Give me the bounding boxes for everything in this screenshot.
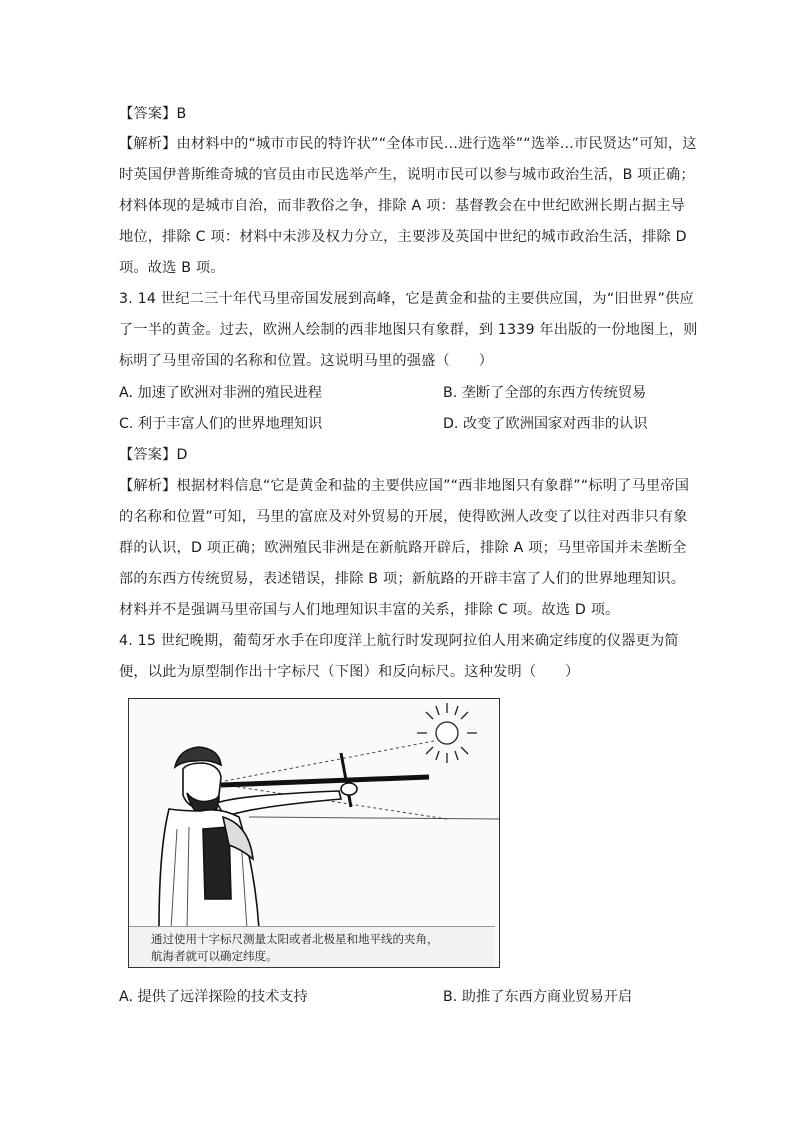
- figure-caption: 通过使用十字标尺测量太阳或者北极星和地平线的夹角，: [151, 932, 439, 946]
- question-3-stem: 标明了马里帝国的名称和位置。这说明马里的强盛（ ）: [119, 353, 494, 369]
- question-3-stem: 3. 14 世纪二三十年代马里帝国发展到高峰，它是黄金和盐的主要供应国，为“旧世界”供应: [119, 291, 694, 307]
- navigator-figure: [159, 747, 357, 929]
- analysis-line: 时英国伊普斯维奇城的官员由市民选举产生，说明市民可以参与城市政治生活，B 项正确；: [119, 167, 695, 183]
- analysis-line: 的名称和位置”可知，马里的富庶及对外贸易的开展，使得欧洲人改变了以往对西非只有象: [119, 509, 688, 525]
- cross-staff-rod: [221, 777, 429, 785]
- option-b: B. 助推了东西方商业贸易开启: [443, 989, 633, 1005]
- figure-caption-box: [129, 926, 495, 967]
- answer-label-q2: 【答案】B: [119, 106, 187, 122]
- answer-label-q3: 【答案】D: [119, 447, 188, 463]
- analysis-line: 地位，排除 C 项：材料中未涉及权力分立，主要涉及英国中世纪的城市政治生活，排除 D: [119, 229, 687, 245]
- analysis-line: 群的认识，D 项正确；欧洲殖民非洲是在新航路开辟后，排除 A 项；马里帝国并未垄断全: [119, 540, 687, 556]
- option-a: A. 提供了远洋探险的技术支持: [119, 989, 308, 1005]
- option-d: D. 改变了欧洲国家对西非的认识: [443, 416, 648, 432]
- option-c: C. 利于丰富人们的世界地理知识: [119, 416, 323, 432]
- analysis-line: 材料体现的是城市自治，而非教俗之争，排除 A 项：基督教会在中世纪欧洲长期占据主导: [119, 198, 686, 214]
- figure-caption: 航海者就可以确定纬度。: [151, 949, 278, 963]
- option-b: B. 垄断了全部的东西方传统贸易: [443, 385, 647, 401]
- sun-sight-line: [225, 741, 434, 781]
- cross-staff-figure: [128, 698, 500, 968]
- analysis-line: 部的东西方传统贸易，表述错误，排除 B 项；新航路的开辟丰富了人们的世界地理知识。: [119, 571, 686, 587]
- analysis-line: 项。故选 B 项。: [119, 260, 225, 276]
- analysis-line: 材料并不是强调马里帝国与人们地理知识丰富的关系，排除 C 项。故选 D 项。: [119, 602, 620, 618]
- analysis-line: 【解析】由材料中的“城市市民的特许状”“全体市民…进行选举”“选举…市民贤达”可知，这: [119, 136, 697, 152]
- question-4-stem: 便，以此为原型制作出十字标尺（下图）和反向标尺。这种发明（ ）: [119, 664, 580, 680]
- cross-staff-illustration: [129, 699, 500, 929]
- question-3-stem: 了一半的黄金。过去，欧洲人绘制的西非地图只有象群，到 1339 年出版的一份地图上，则: [119, 322, 698, 338]
- analysis-line: 【解析】根据材料信息“它是黄金和盐的主要供应国”“西非地图只有象群”“标明了马里帝国: [119, 478, 690, 494]
- option-a: A. 加速了欧洲对非洲的殖民进程: [119, 385, 322, 401]
- question-4-stem: 4. 15 世纪晚期，葡萄牙水手在印度洋上航行时发现阿拉伯人用来确定纬度的仪器更为简: [119, 633, 679, 649]
- sun-icon: [417, 703, 477, 763]
- horizon-line: [249, 817, 499, 819]
